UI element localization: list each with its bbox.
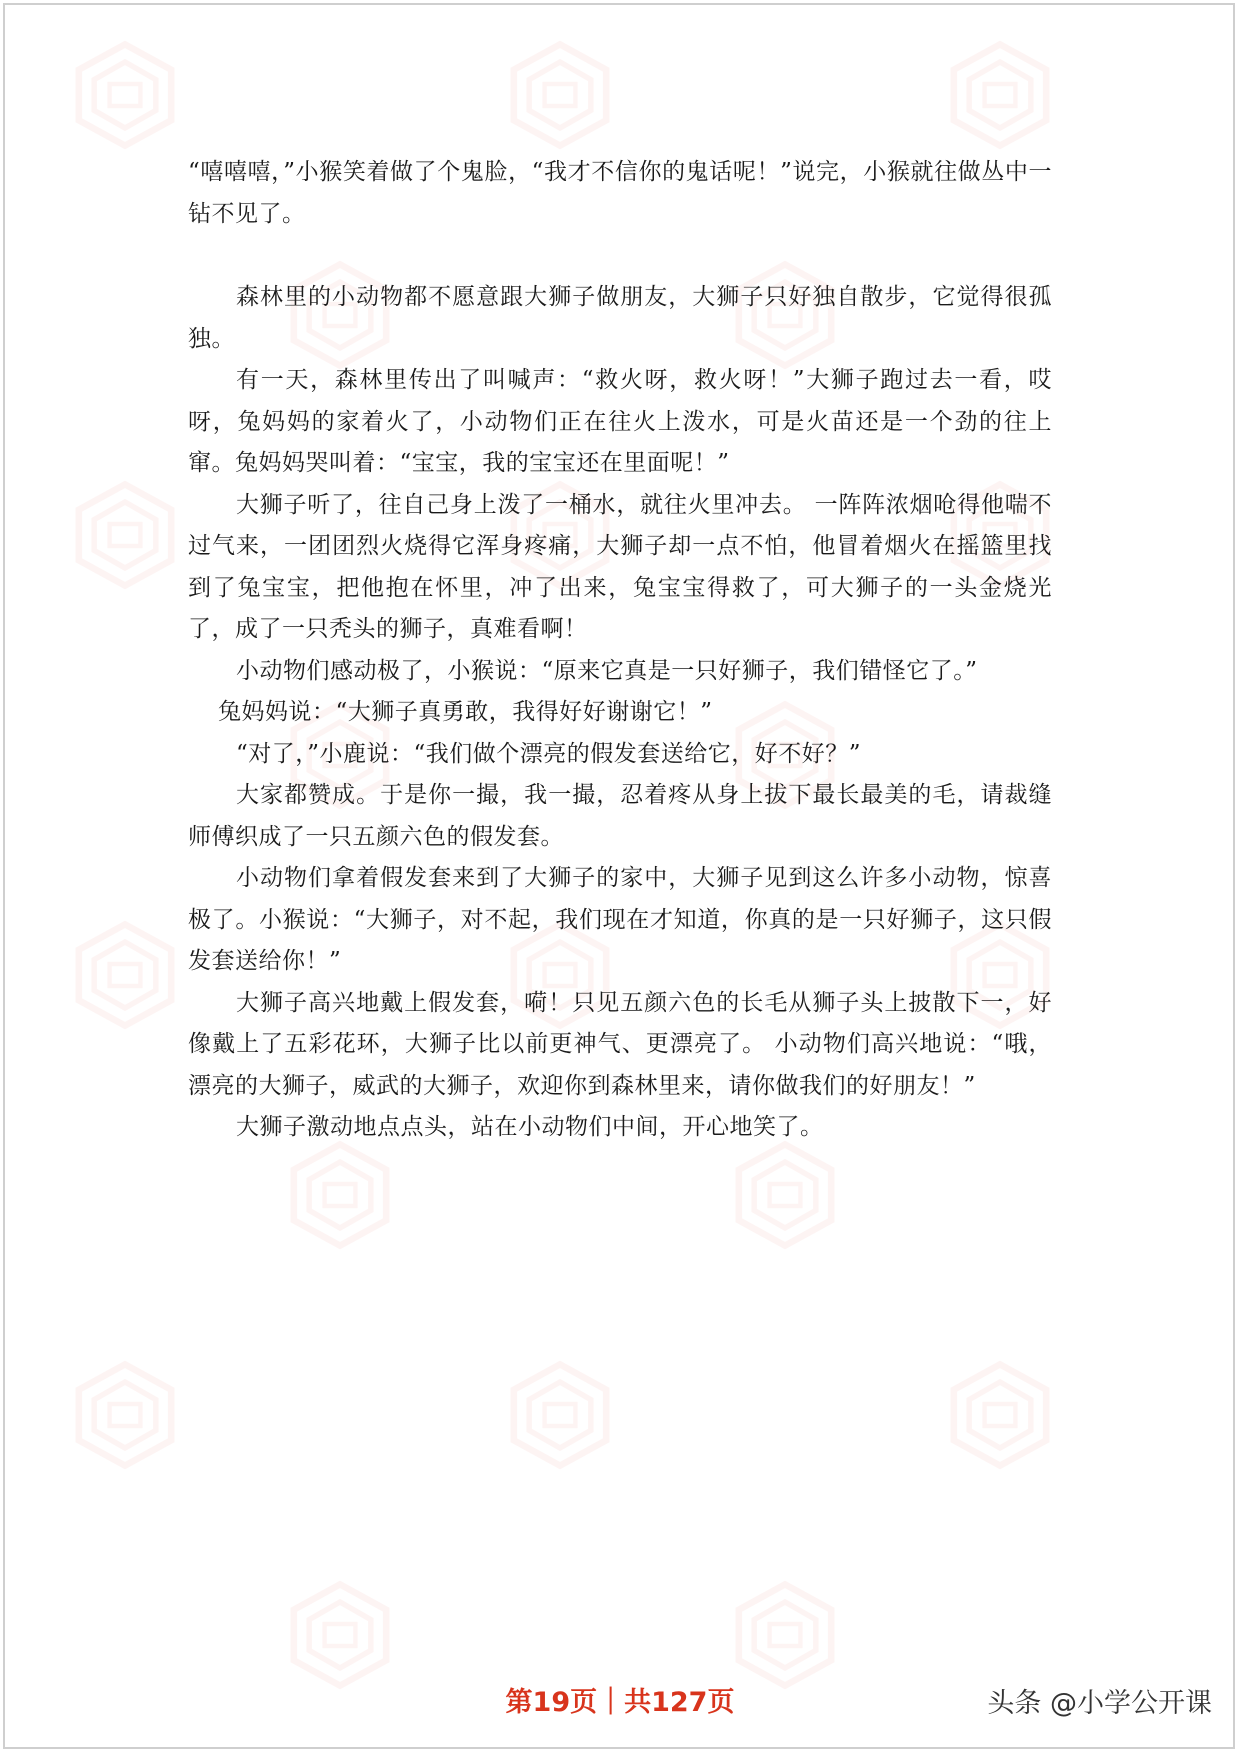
paragraph-11: 大狮子激动地点点头，站在小动物们中间，开心地笑了。 bbox=[236, 1114, 824, 1140]
paragraph-10: 大狮子高兴地戴上假发套，嗬！只见五颜六色的长毛从狮子头上披散下一，好像戴上了五彩花环，大狮子比以前更神气、更漂亮了。 小动物们高兴地说：“哦，漂亮的大狮子，威武的大狮子，欢迎你到森林里来，请你做我们的好朋友！” bbox=[188, 989, 1052, 1099]
paragraph-spacer bbox=[188, 235, 1052, 277]
paragraph-4: 大狮子听了，往自己身上泼了一桶水，就往火里冲去。 一阵阵浓烟呛得他喘不过气来，一团团烈火烧得它浑身疼痛，大狮子却一点不怕，他冒着烟火在摇篮里找到了兔宝宝，把他抱在怀里，冲了出来，兔宝宝得救了，可大狮子的一头金烧光了，成了一只秃头的狮子，真难看啊！ bbox=[188, 491, 1052, 642]
paragraph-5: 小动物们感动极了，小猴说：“原来它真是一只好狮子，我们错怪它了。” bbox=[236, 657, 978, 684]
paragraph-2: 森林里的小动物都不愿意跟大狮子做朋友，大狮子只好独自散步，它觉得很孤独。 bbox=[188, 284, 1052, 352]
paragraph-9: 小动物们拿着假发套来到了大狮子的家中，大狮子见到这么许多小动物，惊喜极了。小猴说：“大狮子，对不起，我们现在才知道，你真的是一只好狮子，这只假发套送给你！” bbox=[188, 865, 1052, 974]
brand-watermark-text: 头条 @小学公开课 bbox=[987, 1688, 1212, 1719]
paragraph-1: “嘻嘻嘻，”小猴笑着做了个鬼脸，“我才不信你的鬼话呢！”说完，小猴就往做丛中一钻不见了。 bbox=[188, 159, 1052, 227]
paragraph-6: 兔妈妈说：“大狮子真勇敢，我得好好谢谢它！” bbox=[218, 699, 713, 725]
paragraph-8: 大家都赞成。于是你一撮，我一撮，忍着疼从身上拔下最长最美的毛，请裁缝师傅织成了一只五颜六色的假发套。 bbox=[188, 782, 1052, 850]
page-indicator: 第19页｜共127页 bbox=[505, 1687, 735, 1718]
paragraph-7: “对了，”小鹿说：“我们做个漂亮的假发套送给它，好不好？” bbox=[236, 740, 862, 767]
paragraph-3: 有一天，森林里传出了叫喊声：“救火呀，救火呀！”大狮子跑过去一看，哎呀，兔妈妈的家着火了，小动物们正在往火上泼水，可是火苗还是一个劲的往上窜。兔妈妈哭叫着：“宝宝，我的宝宝还在里面呢！” bbox=[188, 367, 1052, 476]
document-body bbox=[188, 152, 1052, 1149]
